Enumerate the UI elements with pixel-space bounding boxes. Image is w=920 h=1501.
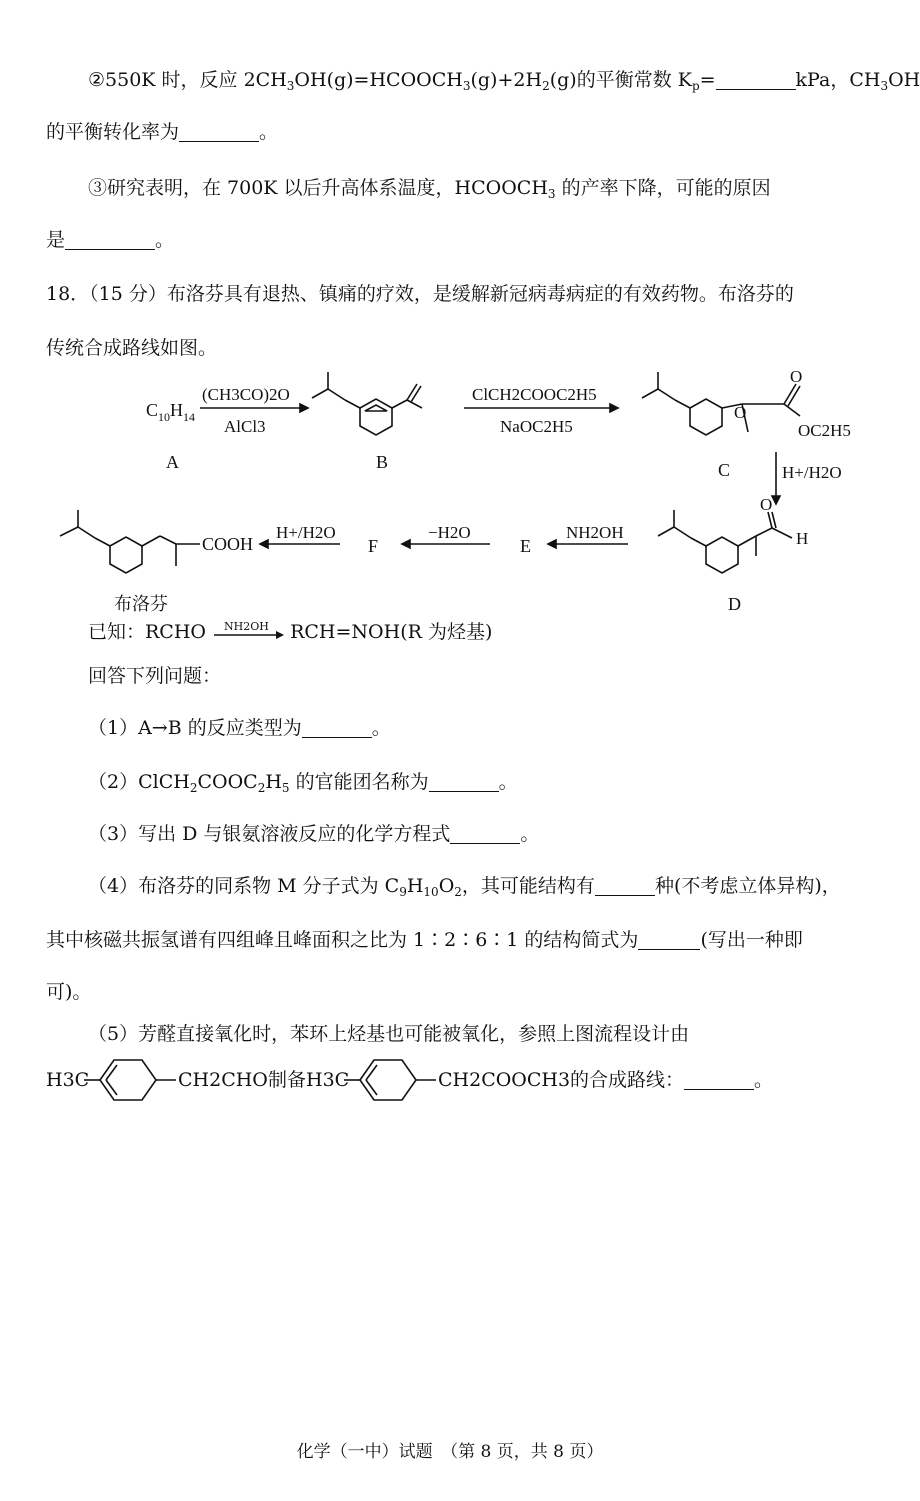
question-1: （1）A→B 的反应类型为 。 [88,717,391,739]
h3c-label-2: H3C [306,1069,350,1091]
reagent-alcl3: AlCl3 [224,417,266,436]
q17-part2-line2: 的平衡转化率为 。 [46,121,279,143]
label-f: F [368,536,379,556]
known-reaction: 已知：RCHO NH2OH RCH=NOH(R 为烃基) [88,620,493,643]
benzene-ring-1 [84,1054,184,1104]
answer-blank[interactable] [595,875,655,896]
q17-part3-line2: 是 。 [46,229,175,251]
label-ibuprofen: 布洛芬 [114,594,168,614]
label-c: C [718,460,731,480]
label-d: D [728,594,741,614]
aldehyde-oxygen: O [760,495,773,514]
reagent-sodium-ethoxide: NaOC2H5 [500,417,573,436]
epoxide-oxygen: O [734,403,747,422]
compound-a-formula: $C_{10}H_{14}$ [146,400,196,424]
reagent-acid-water-2: H+/H2O [276,523,336,542]
answer-blank[interactable] [65,229,155,250]
question-2: $(2)ClCH_2COOC_2H_5$ 的官能团名称为 。 [88,771,518,795]
answer-blank[interactable] [450,823,520,844]
question-3: （3）写出 D 与银氨溶液反应的化学方程式 。 [88,823,540,845]
question-5-line2 [40,1054,860,1104]
synthesis-scheme [0,360,900,620]
compound-c-structure [642,372,800,435]
answer-blank[interactable] [638,929,700,950]
compound-b-structure [312,372,422,435]
answer-prompt: 回答下列问题： [88,665,222,687]
answer-blank[interactable] [302,717,372,738]
question-4-line1: （4）布洛芬的同系物 M 分子式为 $C_9H_{10}O_2$，其可能结构有 种(不考虑立体异构)， [88,875,841,899]
q18-intro-line1: 18．（15 分）布洛芬具有退热、镇痛的疗效，是缓解新冠病毒病症的有效药物。布洛芬的 [46,283,794,305]
label-e: E [520,536,531,556]
aldehyde-hydrogen: H [796,529,809,548]
question-4-line2: 其中核磁共振氢谱有四组峰且峰面积之比为 1∶2∶6∶1 的结构简式为 (写出一种即 [46,929,803,951]
q17-part2-line1: ②550K 时，反应 $2CH_3OH(g)=HCOOCH_3(g)+2H_2(g)$的平衡常数 $K_p=$ kPa，$CH_3OH$ [88,69,920,93]
question-5-tail: 的合成路线： 。 [570,1069,774,1091]
page-footer: 化学（一中）试题 （第 8 页，共 8 页） [296,1442,604,1462]
answer-blank[interactable] [179,121,259,142]
reagent-acid-water-1: H+/H2O [782,463,842,482]
reagent-hydroxylamine: NH2OH [566,523,624,542]
ester-oc2h5: OC2H5 [798,421,851,440]
q17-part3-line1: ③研究表明，在 700K 以后升高体系温度，$HCOOCH_3$ 的产率下降，可能的原因 [88,177,771,201]
q18-intro-line2: 传统合成路线如图。 [46,337,218,359]
question-4-line3: 可)。 [46,981,92,1003]
ch2cooch3-label: CH2COOCH3 [438,1069,571,1091]
ch2cho-label: CH2CHO [178,1069,268,1091]
reagent-acetic-anhydride: (CH3CO)2O [202,385,290,404]
question-5-line1: （5）芳醛直接氧化时，苯环上烃基也可能被氧化，参照上图流程设计由 [88,1023,690,1045]
answer-blank[interactable] [429,771,499,792]
ibuprofen-cooh: COOH [202,534,254,554]
reagent-chloroacetate: ClCH2COOC2H5 [472,385,597,404]
label-a: A [166,452,179,472]
make-word: 制备 [268,1069,307,1091]
ibuprofen-structure [60,510,200,573]
answer-blank[interactable] [684,1069,754,1090]
known-arrow: NH2OH [212,623,284,643]
carbonyl-oxygen-c: O [790,367,803,386]
compound-d-structure [658,510,792,573]
answer-blank[interactable] [716,69,796,90]
reagent-minus-water: −H2O [428,523,471,542]
label-b: B [376,452,389,472]
benzene-ring-2 [344,1054,444,1104]
h3c-label-1: H3C [46,1069,90,1091]
